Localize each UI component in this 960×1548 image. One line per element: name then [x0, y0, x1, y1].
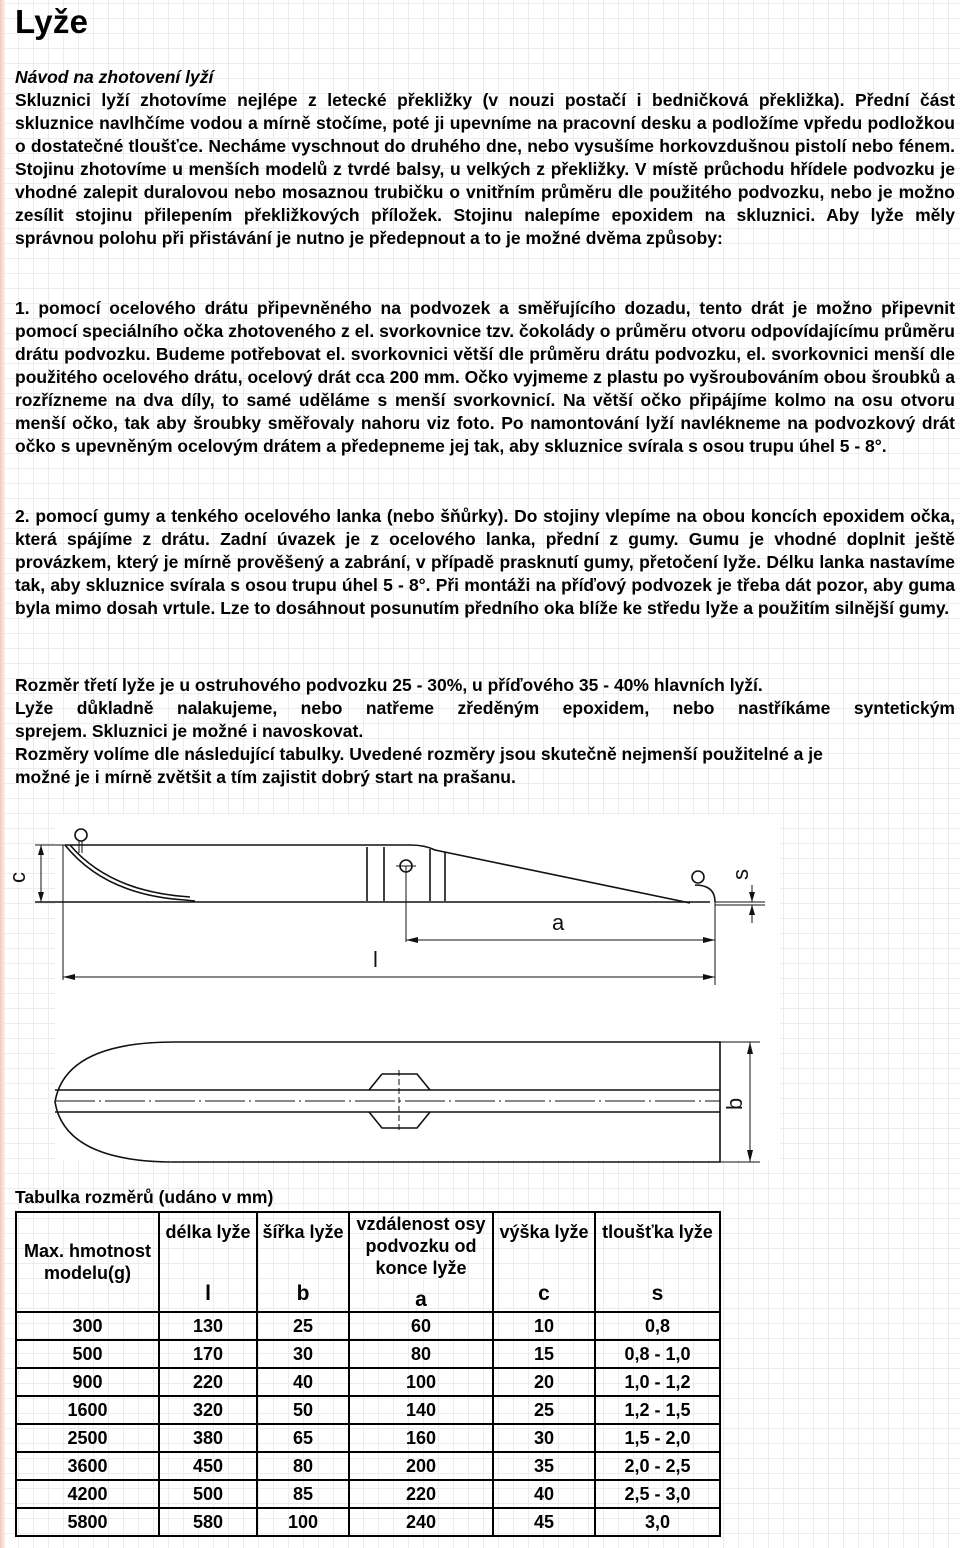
dim-label-c: c [5, 872, 30, 883]
table-row [16, 1396, 720, 1424]
header-width: šířka lyže b [257, 1212, 349, 1312]
cell-height: 30 [493, 1424, 595, 1452]
page-title: Lyže [15, 3, 89, 40]
cell-length: 170 [159, 1340, 257, 1368]
method-2-paragraph: 2. pomocí gumy a tenkého ocelového lanka (nebo šňůrky). Do stojiny vlepíme na obou koncích epoxidem očka, která spájíme z drátu. Zadní úvazek je z ocelového lanka, přední z gumy. Gumu je vhodné doplnit ještě provázkem, který je mírně prověšený a zabrání, v případě prasknutí gumy, přetočení lyže. Délku lanka nastavíme tak, aby skluznice svírala s osou trupu úhel 5 - 8°. Při montáži na příďový podvozek je třeba dát pozor, aby guma byla mimo dosah vrtule. Lze to dosáhnout posunutím předního oka blíže ke středu lyže a použitím silnější gumy. [15, 506, 955, 618]
table-header-row [16, 1212, 720, 1312]
table-caption: Tabulka rozměrů (udáno v mm) [15, 1187, 274, 1207]
note-line: sprejem. Skluznici je možné i navoskovat. [15, 721, 364, 741]
note-line: Lyže důkladně nalakujeme, nebo natřeme zředěným epoxidem, nebo nastříkáme syntetickým [15, 698, 955, 718]
cell-width: 85 [257, 1480, 349, 1508]
cell-length: 320 [159, 1396, 257, 1424]
cell-length: 220 [159, 1368, 257, 1396]
cell-axle-distance: 80 [349, 1340, 493, 1368]
cell-length: 450 [159, 1452, 257, 1480]
cell-thickness: 2,5 - 3,0 [595, 1480, 720, 1508]
cell-thickness: 1,2 - 1,5 [595, 1396, 720, 1424]
page-left-edge [0, 0, 5, 1548]
cell-thickness: 0,8 - 1,0 [595, 1340, 720, 1368]
header-axle-distance: vzdálenost osy podvozku od konce lyže a [349, 1212, 493, 1312]
notes-paragraph [15, 674, 955, 789]
cell-weight: 3600 [16, 1452, 159, 1480]
header-length: délka lyže l [159, 1212, 257, 1312]
dim-label-a: a [552, 910, 565, 935]
cell-width: 80 [257, 1452, 349, 1480]
cell-height: 35 [493, 1452, 595, 1480]
cell-height: 45 [493, 1508, 595, 1536]
cell-thickness: 1,5 - 2,0 [595, 1424, 720, 1452]
cell-weight: 2500 [16, 1424, 159, 1452]
section-subtitle: Návod na zhotovení lyží [15, 67, 214, 87]
cell-weight: 5800 [16, 1508, 159, 1536]
note-line: možné je i mírně zvětšit a tím zajistit dobrý start na prašanu. [15, 767, 516, 787]
cell-thickness: 3,0 [595, 1508, 720, 1536]
cell-height: 40 [493, 1480, 595, 1508]
cell-height: 15 [493, 1340, 595, 1368]
method-1-paragraph: 1. pomocí ocelového drátu připevněného na podvozek a směřujícího dozadu, tento drát je možno připevnit pomocí speciálního očka zhotoveného z el. svorkovnice tzv. čokolády o průměru otvoru odpovídajícímu průměru drátu podvozku. Budeme potřebovat el. svorkovnici větší dle průměru drátu podvozku, el. svorkovnici menší dle použitého ocelového drátu, ocelový drát cca 200 mm. Očko vyjmeme z plastu po vyšroubováním obou šroubků a rozřízneme na dva díly, to samé uděláme s menší svorkovnicí. Na větší očko připájíme kolmo na osu otvoru menší očko, tak aby šroubky směřovaly nahoru viz foto. Po namontování lyží navlékneme na podvozkový drát očko s upevněným ocelovým drátem a předepneme jej tak, aby skluznice svírala s osou trupu úhel 5 - 8°. [15, 298, 955, 456]
cell-thickness: 2,0 - 2,5 [595, 1452, 720, 1480]
cell-axle-distance: 240 [349, 1508, 493, 1536]
ski-diagram-svg [5, 815, 780, 1160]
table-row [16, 1452, 720, 1480]
note-line: Rozměry volíme dle následující tabulky. Uvedené rozměry jsou skutečně nejmenší použitelné a je [15, 744, 823, 764]
cell-width: 100 [257, 1508, 349, 1536]
cell-width: 40 [257, 1368, 349, 1396]
dim-label-b: b [722, 1097, 747, 1110]
table-row [16, 1508, 720, 1536]
cell-width: 25 [257, 1312, 349, 1340]
cell-axle-distance: 160 [349, 1424, 493, 1452]
cell-length: 380 [159, 1424, 257, 1452]
cell-thickness: 1,0 - 1,2 [595, 1368, 720, 1396]
cell-weight: 500 [16, 1340, 159, 1368]
cell-axle-distance: 60 [349, 1312, 493, 1340]
dim-label-s: s [728, 869, 753, 880]
table-row [16, 1312, 720, 1340]
cell-length: 130 [159, 1312, 257, 1340]
table-row [16, 1480, 720, 1508]
intro-paragraph: Skluznici lyží zhotovíme nejlépe z letecké překližky (v nouzi postačí i bedničková překližka). Přední část skluznice navlhčíme vodou a mírně stočíme, poté ji upevníme na pracovní desku a podložíme vpředu podložkou o dostatečné tloušťce. Necháme vyschnout do druhého dne, nebo vysušíme horkovzdušnou pistolí nebo fénem. Stojinu zhotovíme u menších modelů z tvrdé balsy, u velkých z překližky. V místě průchodu hřídele podvozku je vhodné zalepit duralovou nebo mosaznou trubičku o vnitřním průměru dle použitého podvozku, nebo je možno zesílit stojinu přilepením překližkových příložek. Stojinu nalepíme epoxidem na skluznici. Aby lyže měly správnou polohu při přistávání je nutno je předepnout a to je možné dvěma způsoby: [15, 90, 955, 248]
header-thickness: tloušťka lyže s [595, 1212, 720, 1312]
cell-axle-distance: 140 [349, 1396, 493, 1424]
cell-length: 500 [159, 1480, 257, 1508]
dimensions-table [15, 1211, 721, 1537]
cell-weight: 300 [16, 1312, 159, 1340]
note-line: Rozměr třetí lyže je u ostruhového podvozku 25 - 30%, u příďového 35 - 40% hlavních lyží. [15, 675, 763, 695]
cell-height: 20 [493, 1368, 595, 1396]
cell-width: 30 [257, 1340, 349, 1368]
cell-weight: 900 [16, 1368, 159, 1396]
table-row [16, 1424, 720, 1452]
dim-label-l: l [373, 947, 378, 972]
cell-length: 580 [159, 1508, 257, 1536]
cell-width: 65 [257, 1424, 349, 1452]
cell-weight: 4200 [16, 1480, 159, 1508]
cell-axle-distance: 200 [349, 1452, 493, 1480]
cell-width: 50 [257, 1396, 349, 1424]
header-height: výška lyže c [493, 1212, 595, 1312]
cell-axle-distance: 100 [349, 1368, 493, 1396]
cell-height: 25 [493, 1396, 595, 1424]
cell-axle-distance: 220 [349, 1480, 493, 1508]
cell-thickness: 0,8 [595, 1312, 720, 1340]
header-max-weight: Max. hmotnost modelu(g) [16, 1212, 159, 1312]
table-row [16, 1340, 720, 1368]
cell-weight: 1600 [16, 1396, 159, 1424]
table-row [16, 1368, 720, 1396]
cell-height: 10 [493, 1312, 595, 1340]
ski-technical-drawing [5, 815, 780, 1160]
